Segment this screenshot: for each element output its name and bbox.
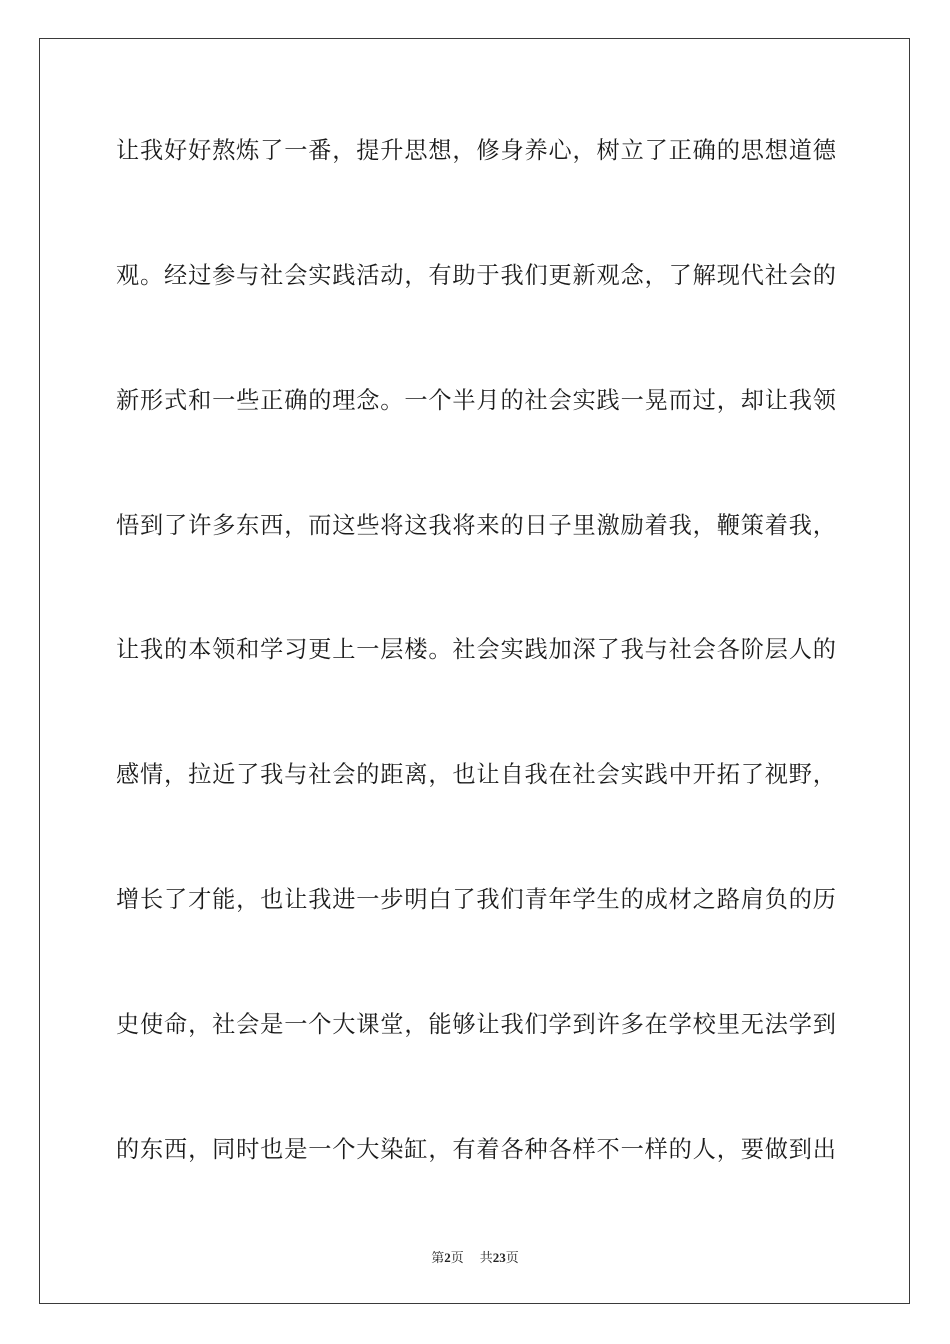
body-text-line: 悟到了许多东西，而这些将这我将来的日子里激励着我，鞭策着我， [116, 512, 836, 539]
footer-page-prefix: 第 [431, 1251, 445, 1266]
body-text-line: 增长了才能，也让我进一步明白了我们青年学生的成材之路肩负的历 [116, 886, 836, 913]
page-border [39, 38, 910, 1304]
footer-total-prefix: 共 [479, 1251, 493, 1266]
footer-total-pages: 23 [492, 1250, 506, 1265]
footer-page-number: 2 [444, 1250, 451, 1265]
body-text-line: 观。经过参与社会实践活动，有助于我们更新观念，了解现代社会的 [116, 262, 836, 289]
body-text-line: 新形式和一些正确的理念。一个半月的社会实践一晃而过，却让我领 [116, 387, 836, 414]
body-text-line: 的东西，同时也是一个大染缸，有着各种各样不一样的人，要做到出 [116, 1136, 836, 1163]
body-text-line: 让我的本领和学习更上一层楼。社会实践加深了我与社会各阶层人的 [116, 636, 836, 663]
footer-page-suffix: 页 [450, 1251, 464, 1266]
body-text-line: 史使命，社会是一个大课堂，能够让我们学到许多在学校里无法学到 [116, 1011, 836, 1038]
footer-total-suffix: 页 [505, 1251, 519, 1266]
body-text-line: 让我好好熬炼了一番，提升思想，修身养心，树立了正确的思想道德 [116, 137, 836, 164]
body-text-line: 感情，拉近了我与社会的距离，也让自我在社会实践中开拓了视野， [116, 761, 836, 788]
page-footer [0, 1248, 950, 1268]
